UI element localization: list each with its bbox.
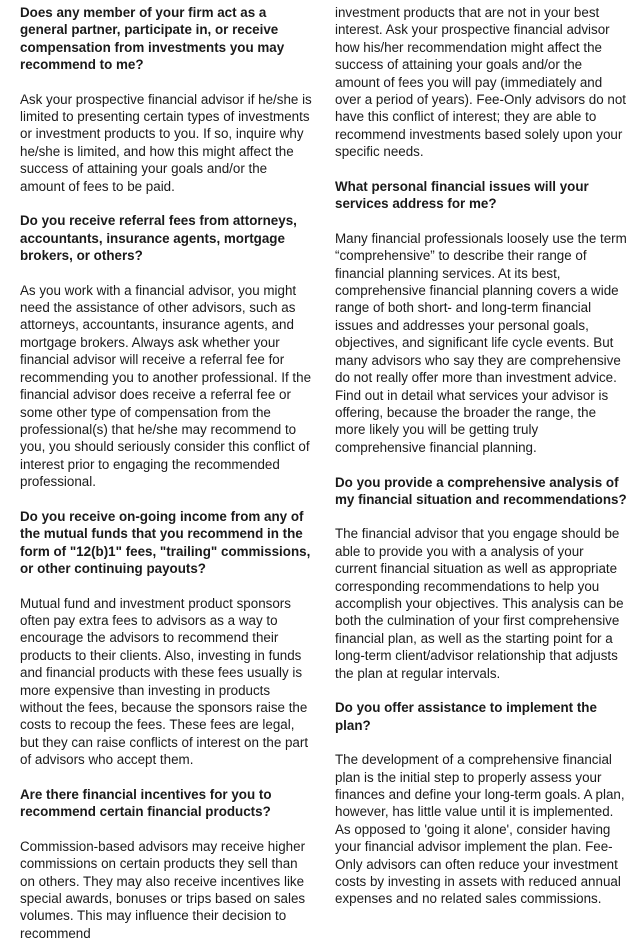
question-heading: Do you provide a comprehensive analysis of my financial situation and recommendations?: [335, 474, 627, 507]
question-heading: What personal financial issues will your services address for me?: [335, 179, 589, 212]
question-heading: Are there financial incentives for you to recommend certain financial products?: [20, 787, 272, 820]
answer-paragraph: Many financial professionals loosely use the term “comprehensive” to describe their range of financial planning services. At its best, comprehensive financial planning covers a wide range of both short- and long-term financial issues and addresses your personal goals, objectives, and significant life cycle events. But many advisors who say they are comprehensive do not really offer more than investment advice. Find out in detail what services your advisor is offering, because the broader the range, the more likely you will be getting truly comprehensive financial planning.: [335, 230, 627, 455]
answer-paragraph: Ask your prospective financial advisor if he/she is limited to presenting certain types of investments or investment products to you. If so, inquire why he/she is limited, and how this might affect the success of attaining your goals and/or the amount of fees to be paid.: [20, 91, 312, 194]
question-heading: Do you receive referral fees from attorneys, accountants, insurance agents, mortgage brokers, or others?: [20, 213, 297, 264]
question-heading: Do you offer assistance to implement the plan?: [335, 700, 597, 733]
answer-paragraph: The development of a comprehensive financial plan is the initial step to properly assess your finances and define your long-term goals. A plan, however, has little value until it is implemented. As opposed to 'going it alone', consider having your financial advisor implement the plan. Fee-Only advisors can often reduce your investment costs by investing in assets with reduced annual expenses and no related sales commissions.: [335, 752, 625, 907]
answer-paragraph: As you work with a financial advisor, you might need the assistance of other advisors, such as attorneys, accountants, insurance agents, and mortgage brokers. Always ask whether your financial advisor will receive a referral fee for recommending you to another professional. If the financial advisor does receive a referral fee or some other type of compensation from the professional(s) that he/she may recommend to you, you should seriously consider this conflict of interest prior to engaging the recommended professional.: [20, 282, 312, 490]
question-heading: Do you receive on-going income from any of the mutual funds that you recommend in the form of "12(b)1" fees, "trailing" commissions, or other continuing payouts?: [20, 508, 311, 577]
answer-paragraph-continued: investment products that are not in your best interest. Ask your prospective financial advisor how his/her recommendation might affect the success of attaining your goals and/or the amount of fees you will pay (immediately and over a period of years). Fee-Only advisors do not have this conflict of interest; they are able to recommend investments based solely upon your specific needs.: [335, 5, 627, 160]
answer-paragraph: The financial advisor that you engage should be able to provide you with a analysis of your current financial situation as well as appropriate corresponding recommendations to help you accomplish your objectives. This analysis can be both the culmination of your first comprehensive financial plan, as well as the starting point for a long-term client/advisor relationship that adjusts the plan at regular intervals.: [335, 526, 624, 681]
question-heading: Does any member of your firm act as a general partner, participate in, or receive compensation from investments you may recommend to me?: [20, 5, 285, 73]
left-column: [20, 4, 312, 942]
answer-paragraph: Commission-based advisors may receive higher commissions on certain products they sell than on others. They may also receive incentives like special awards, bonuses or trips based on sales volumes. This may influence their decision to recommend: [20, 838, 306, 941]
right-column: [335, 4, 627, 908]
answer-paragraph: Mutual fund and investment product sponsors often pay extra fees to advisors as a way to encourage the advisors to recommend their products to their clients. Also, investing in funds and financial products with these fees usually is more expensive than investing in products without the fees, because the sponsors raise the costs to recoup the fees. These fees are legal, but they can raise conflicts of interest on the part of advisors who accept them.: [20, 595, 309, 768]
